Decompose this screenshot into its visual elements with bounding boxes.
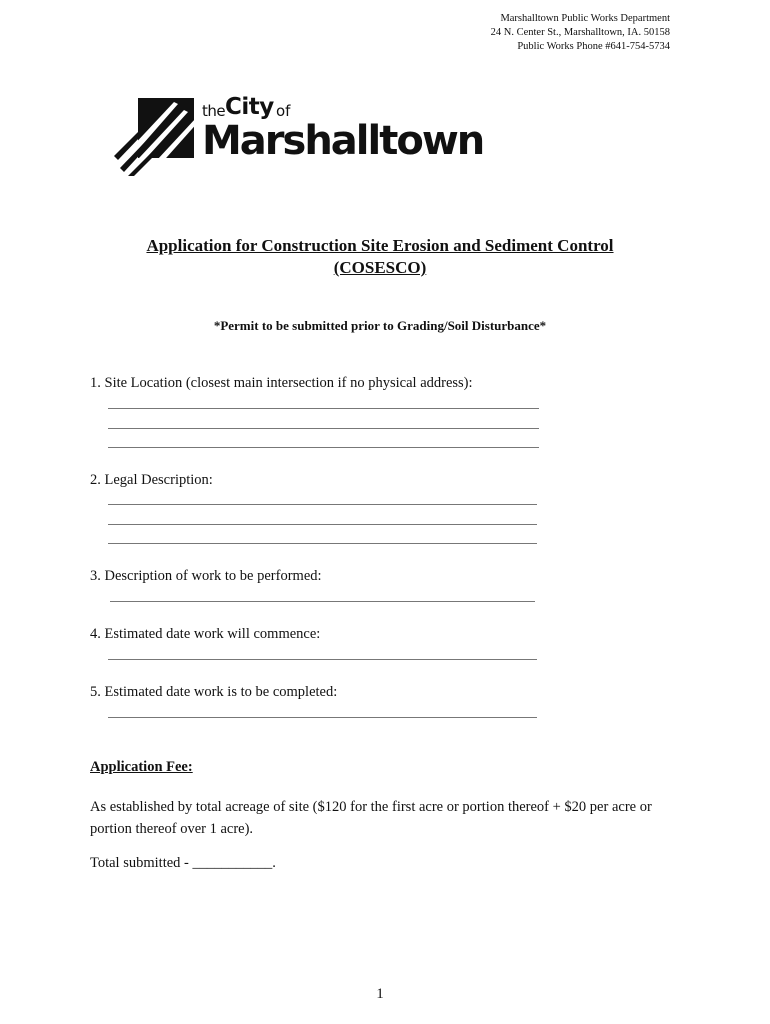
start-date-line[interactable]	[108, 659, 537, 660]
total-submitted-field[interactable]: Total submitted - ___________.	[90, 855, 276, 871]
site-location-line-2[interactable]	[108, 428, 539, 429]
completion-date-line[interactable]	[108, 717, 537, 718]
department-name: Marshalltown Public Works Department	[500, 13, 670, 24]
question-site-location: 1. Site Location (closest main intersection if no physical address):	[90, 375, 473, 391]
application-fee-heading: Application Fee:	[90, 759, 193, 775]
logo-text-of: of	[276, 102, 291, 120]
site-location-line-3[interactable]	[108, 447, 539, 448]
department-address-block	[491, 12, 670, 54]
department-address: 24 N. Center St., Marshalltown, IA. 50158	[490, 27, 670, 38]
page-number: 1	[376, 986, 384, 1002]
city-logo	[114, 92, 504, 176]
logo-text-city: City	[225, 94, 274, 120]
legal-description-line-3[interactable]	[108, 543, 537, 544]
question-legal-description: 2. Legal Description:	[90, 472, 213, 488]
logo-text-name: Marshalltown	[202, 118, 484, 164]
work-description-line[interactable]	[110, 601, 535, 602]
department-phone: Public Works Phone #641-754-5734	[517, 41, 670, 52]
site-location-line-1[interactable]	[108, 408, 539, 409]
logo-mark-icon	[114, 92, 214, 176]
question-work-description: 3. Description of work to be performed:	[90, 568, 322, 584]
form-title: Application for Construction Site Erosion and Sediment Control	[146, 236, 614, 255]
legal-description-line-1[interactable]	[108, 504, 537, 505]
form-subtitle: (COSESCO)	[333, 258, 427, 277]
question-start-date: 4. Estimated date work will commence:	[90, 626, 321, 642]
logo-text-the: the	[202, 102, 226, 120]
question-completion-date: 5. Estimated date work is to be completed:	[90, 684, 338, 700]
permit-notice: *Permit to be submitted prior to Grading/Soil Disturbance*	[213, 318, 547, 333]
application-fee-text: As established by total acreage of site ($120 for the first acre or portion thereof + $20 per acre or portion thereof over 1 acre).	[90, 799, 652, 837]
legal-description-line-2[interactable]	[108, 524, 537, 525]
